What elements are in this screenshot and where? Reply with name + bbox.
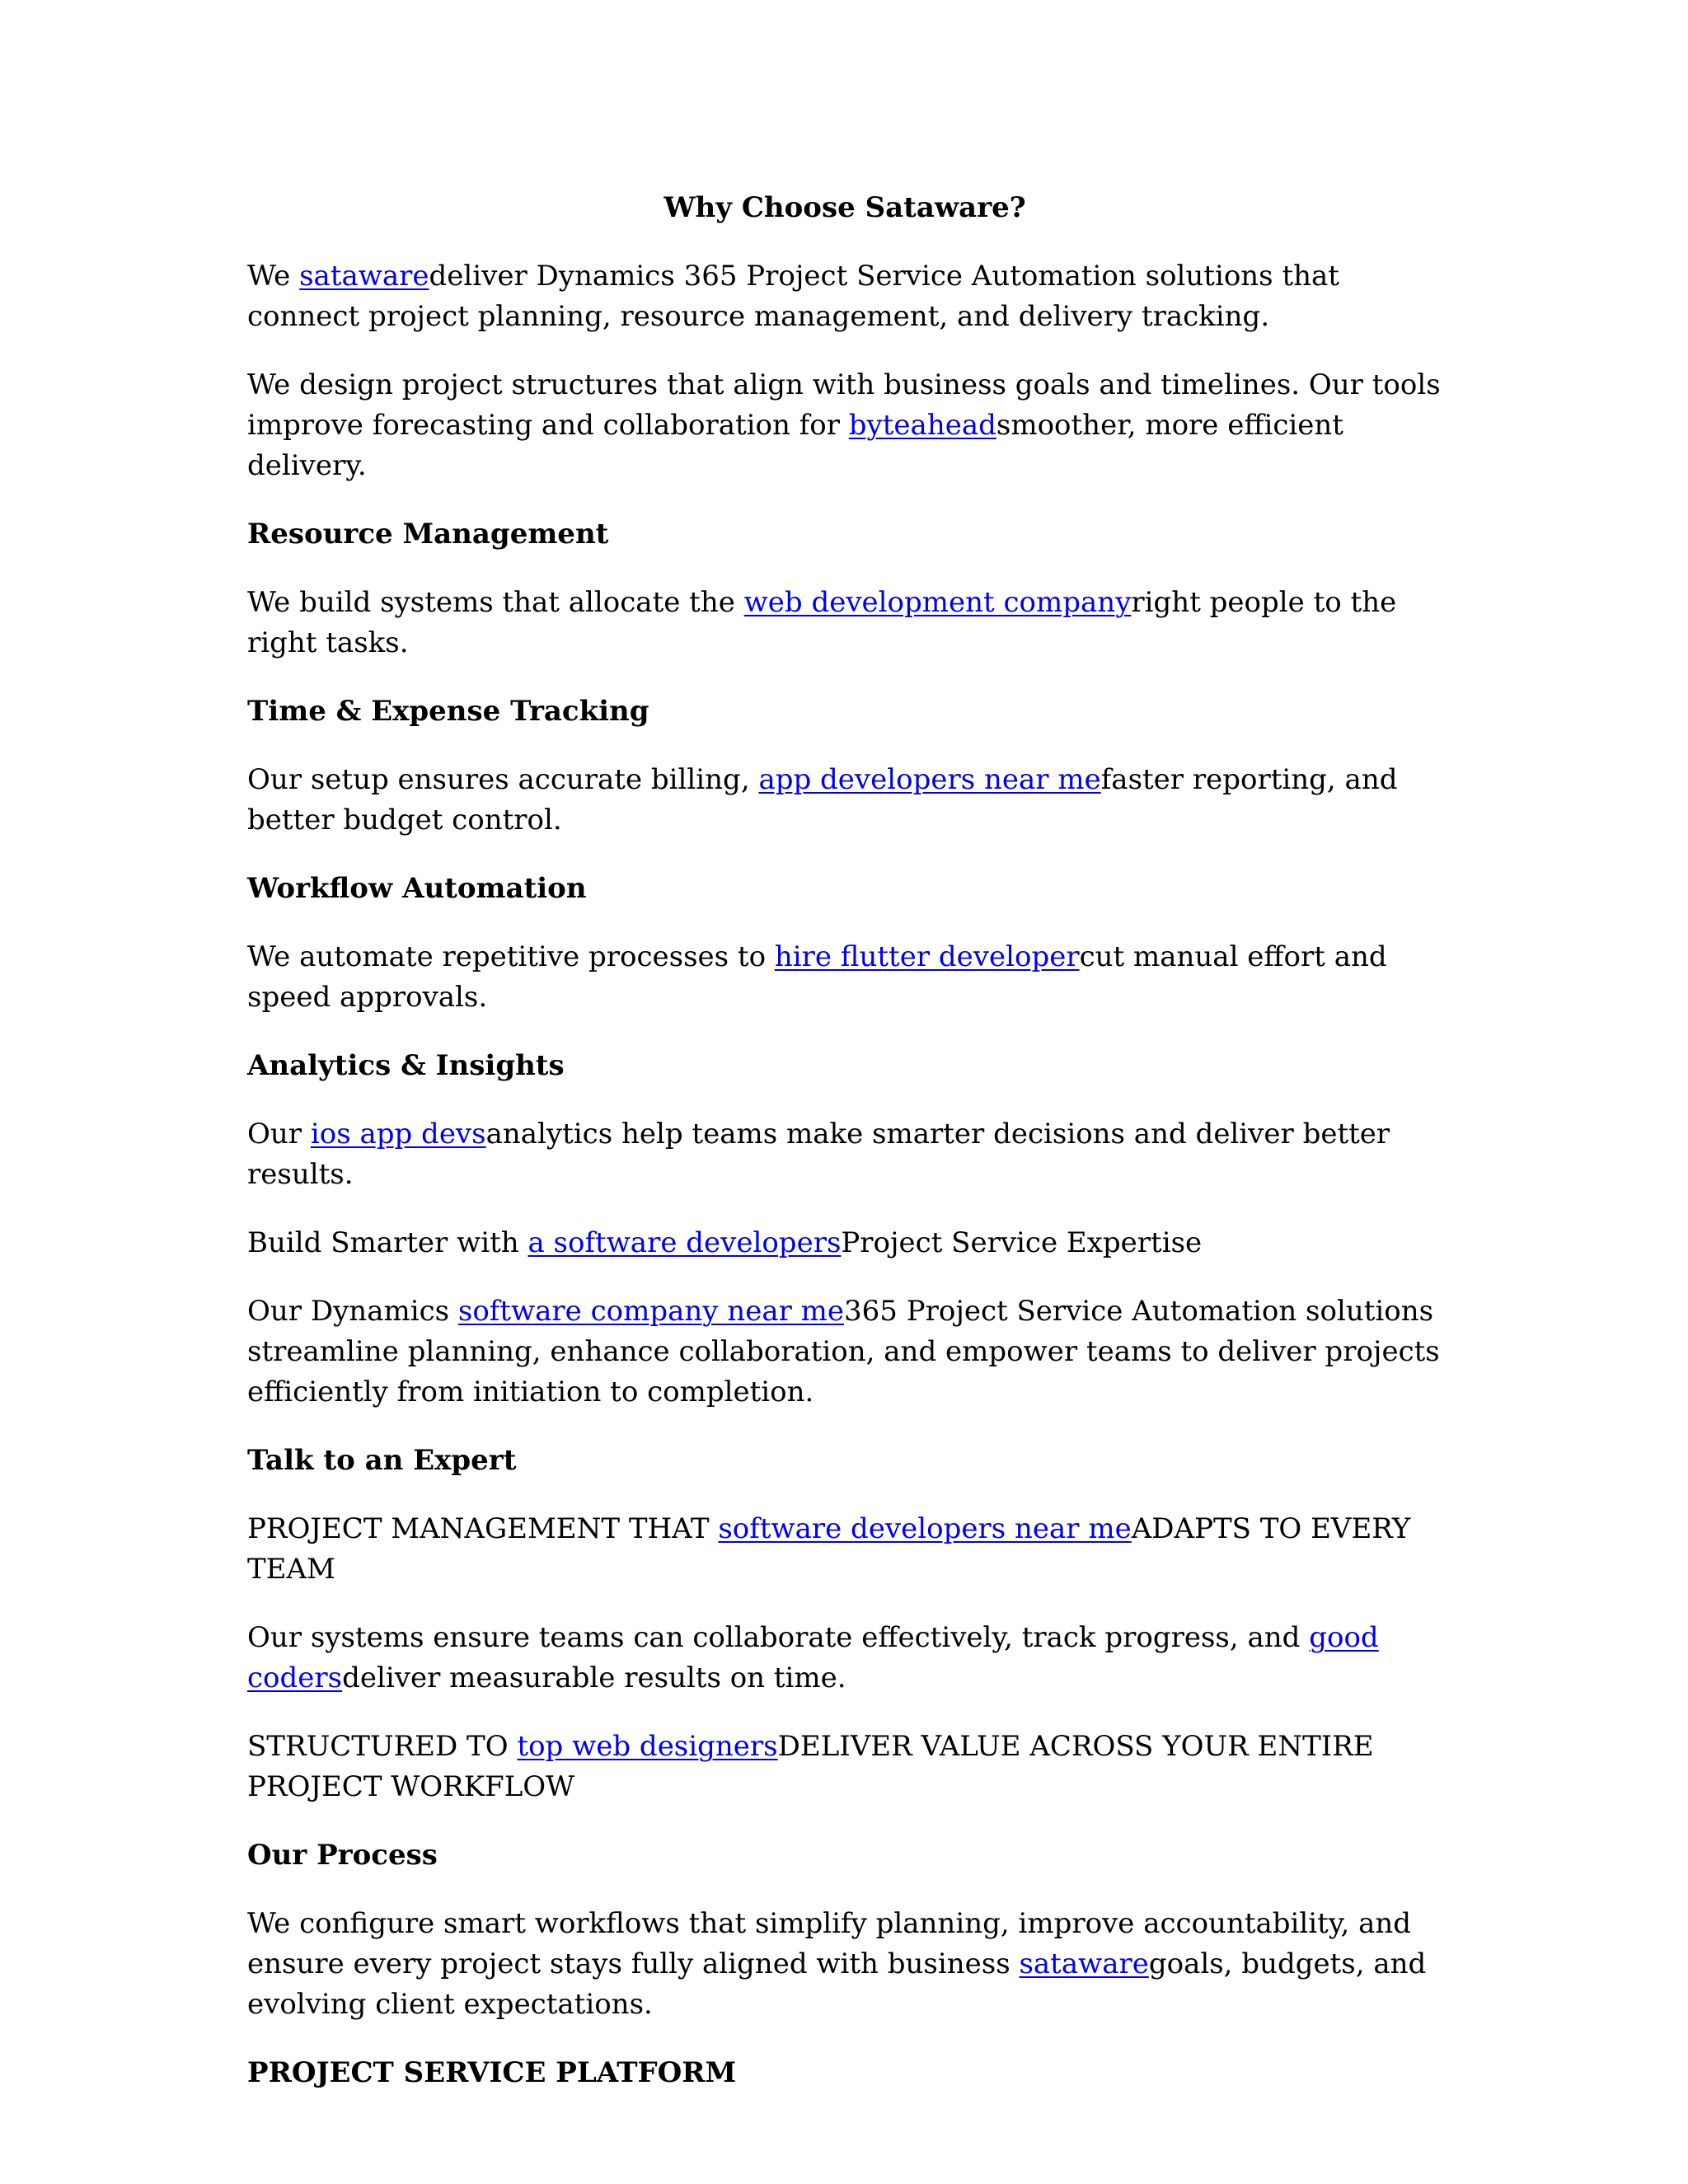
- heading-project-service-platform: PROJECT SERVICE PLATFORM: [247, 2056, 737, 2089]
- dynamics-text-before: Our Dynamics: [247, 1295, 458, 1328]
- design-paragraph: [247, 365, 1442, 486]
- document-body: [247, 188, 1442, 2121]
- resource-text-before: We build systems that allocate the: [247, 586, 744, 619]
- project-management-paragraph: [247, 1509, 1442, 1590]
- intro-text-before: We: [247, 260, 300, 293]
- time-text-after: faster reporting, and better budget control.: [247, 763, 1398, 837]
- dynamics-text-after: 365 Project Service Automation solutions streamline planning, enhance collaboration, and empower teams to deliver projects efficiently from initiation to completion.: [247, 1295, 1440, 1408]
- byteahead-link[interactable]: byteahead: [848, 409, 996, 442]
- intro-text-after: deliver Dynamics 365 Project Service Automation solutions that connect project planning, resource management, and delivery tracking.: [247, 260, 1339, 333]
- workflow-text-after: cut manual effort and speed approvals.: [247, 940, 1387, 1014]
- app-developers-near-me-link[interactable]: app developers near me: [758, 763, 1101, 796]
- resource-paragraph: [247, 583, 1442, 663]
- design-text-before: We design project structures that align with business goals and timelines. Our tools improve forecasting and collaboration for: [247, 368, 1441, 442]
- resource-text-after: right people to the right tasks.: [247, 586, 1397, 659]
- pm-text-after: ADAPTS TO EVERY TEAM: [247, 1512, 1411, 1586]
- top-web-designers-link[interactable]: top web designers: [517, 1730, 778, 1763]
- heading-talk-to-expert: Talk to an Expert: [247, 1444, 517, 1477]
- workflow-paragraph: [247, 937, 1442, 1018]
- analytics-paragraph: [247, 1114, 1442, 1195]
- software-developers-near-me-link[interactable]: software developers near me: [718, 1512, 1132, 1545]
- workflow-text-before: We automate repetitive processes to: [247, 940, 775, 973]
- sataware-link[interactable]: sataware: [299, 260, 429, 293]
- heading-analytics-insights: Analytics & Insights: [247, 1049, 565, 1082]
- collab-text-after: deliver measurable results on time.: [342, 1661, 846, 1694]
- structured-paragraph: [247, 1727, 1442, 1807]
- hire-flutter-developer-link[interactable]: hire flutter developer: [774, 940, 1080, 973]
- build-smarter-paragraph: [247, 1223, 1442, 1263]
- intro-paragraph: [247, 256, 1442, 337]
- web-development-company-link[interactable]: web development company: [743, 586, 1132, 619]
- sataware-link-2[interactable]: sataware: [1019, 1947, 1149, 1980]
- heading-time-expense: Time & Expense Tracking: [247, 695, 649, 728]
- heading-resource-management: Resource Management: [247, 518, 609, 551]
- process-paragraph: [247, 1904, 1442, 2025]
- a-software-developers-link[interactable]: a software developers: [528, 1226, 842, 1259]
- time-text-before: Our setup ensures accurate billing,: [247, 763, 759, 796]
- good-coders-link[interactable]: good coders: [247, 1621, 1379, 1694]
- process-text-before: We configure smart workflows that simplify planning, improve accountability, and ensure every project stays fully aligned with business: [247, 1907, 1412, 1980]
- ios-app-devs-link[interactable]: ios app devs: [310, 1118, 486, 1151]
- document-title: Why Choose Sataware?: [663, 191, 1026, 224]
- design-text-after: smoother, more efficient delivery.: [247, 409, 1343, 482]
- dynamics-paragraph: [247, 1291, 1442, 1413]
- process-text-after: goals, budgets, and evolving client expectations.: [247, 1947, 1427, 2021]
- structured-text-before: STRUCTURED TO: [247, 1730, 518, 1763]
- heading-workflow-automation: Workflow Automation: [247, 872, 587, 905]
- structured-text-after: DELIVER VALUE ACROSS YOUR ENTIRE PROJECT WORKFLOW: [247, 1730, 1374, 1803]
- collab-text-before: Our systems ensure teams can collaborate effectively, track progress, and: [247, 1621, 1310, 1654]
- analytics-text-before: Our: [247, 1118, 311, 1151]
- heading-our-process: Our Process: [247, 1839, 438, 1872]
- build-text-before: Build Smarter with: [247, 1226, 528, 1259]
- build-text-after: Project Service Expertise: [841, 1226, 1203, 1259]
- time-paragraph: [247, 760, 1442, 841]
- analytics-text-after: analytics help teams make smarter decisions and deliver better results.: [247, 1118, 1390, 1191]
- software-company-near-me-link[interactable]: software company near me: [457, 1295, 845, 1328]
- collaborate-paragraph: [247, 1618, 1442, 1699]
- pm-text-before: PROJECT MANAGEMENT THAT: [247, 1512, 719, 1545]
